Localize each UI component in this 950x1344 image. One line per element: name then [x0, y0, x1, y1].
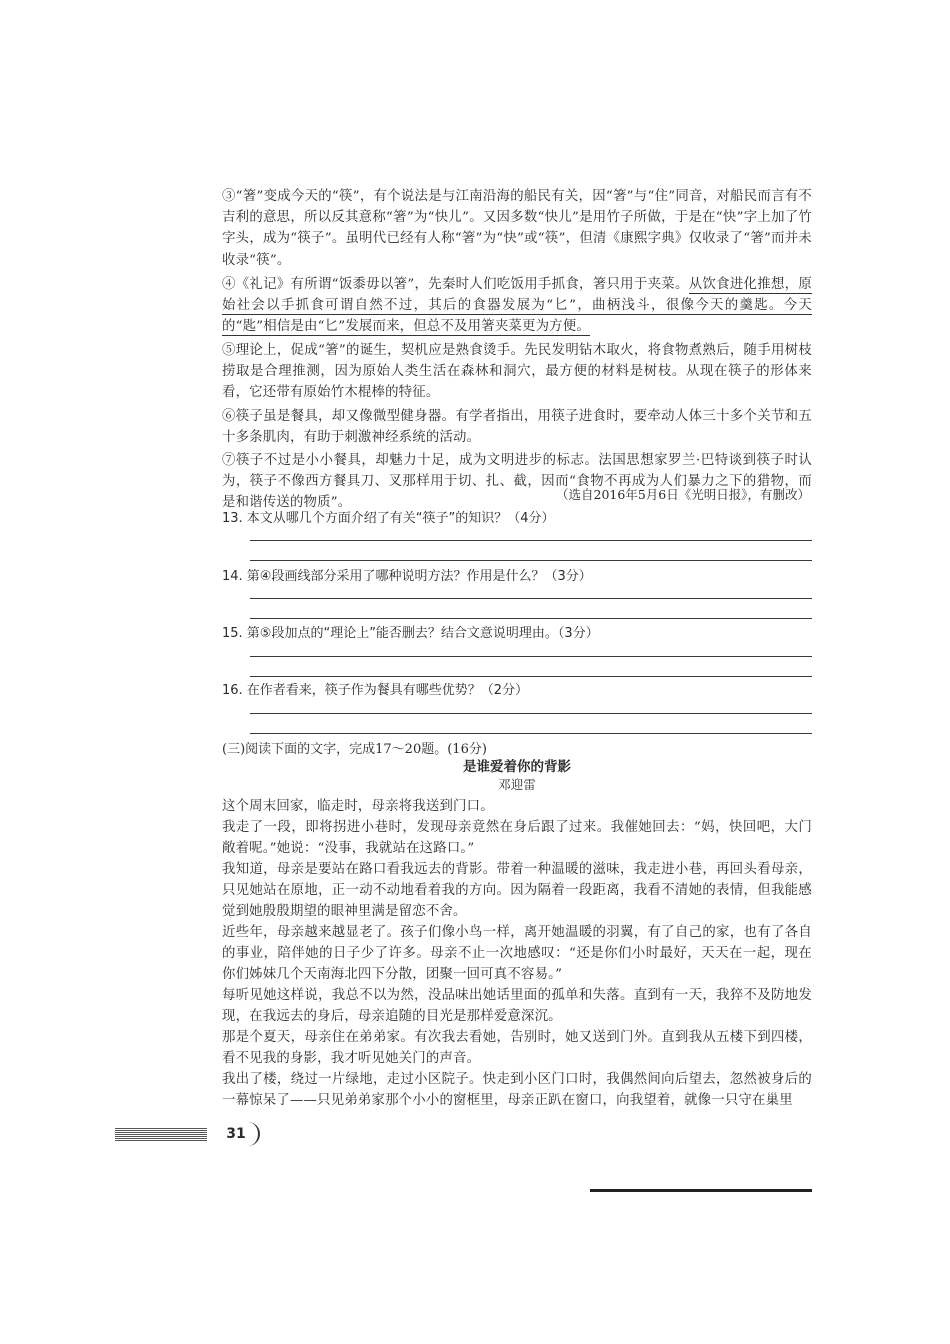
answer-line[interactable]: [250, 656, 812, 657]
story-paragraph: 我走了一段，即将拐进小巷时，发现母亲竟然在身后跟了过来。我催她回去：“妈，快回吧，大门敞着呢。”她说：“没事，我就站在这路口。”: [222, 820, 812, 857]
page-number: 31: [214, 1122, 260, 1146]
answer-line[interactable]: [250, 733, 812, 734]
answer-line[interactable]: [250, 598, 812, 599]
answer-line[interactable]: [250, 618, 812, 619]
question-16: 16. 在作者看来，筷子作为餐具有哪些优势？（2分）: [222, 683, 529, 698]
question-13: 13. 本文从哪几个方面介绍了有关“筷子”的知识？（4分）: [222, 511, 555, 526]
paragraph-4-underlined: 从饮食进化推想，原始社会以手抓食可谓自然不过，其后的食器发展为“匕”，曲柄浅斗，很像今天的羹匙。今天的“匙”相信是由“匕”发展而来，但总不及用箸夹菜更为方便。: [222, 277, 812, 335]
answer-line[interactable]: [250, 713, 812, 714]
answer-line[interactable]: [250, 560, 812, 561]
page-edge-shadow: [590, 1189, 812, 1192]
story-paragraph: 那是个夏天，母亲住在弟弟家。有次我去看她，告别时，她又送到门外。直到我从五楼下到四楼，看不见我的身影，我才听见她关门的声音。: [222, 1030, 812, 1067]
paragraph-3: ③“箸”变成今天的“筷”，有个说法是与江南沿海的船民有关，因“箸”与“住”同音，对船民而言有不吉利的意思，所以反其意称“箸”为“快儿”。又因多数“快儿”是用竹子所做，于是在“快”字上加了竹字头，成为“筷子”。虽明代已经有人称“箸”为“快”或“筷”，但清《康熙字典》仅收录了“箸”而并未收录“筷”。: [222, 189, 812, 268]
story-paragraph: 我知道，母亲是要站在路口看我远去的背影。带着一种温暖的滋味，我走进小巷，再回头看母亲，只见她站在原地，正一动不动地看着我的方向。因为隔着一段距离，我看不清她的表情，但我能感觉到她殷殷期望的眼神里满是留恋不舍。: [222, 862, 812, 920]
story-author: 邓迎雷: [498, 777, 536, 792]
paragraph-7: ⑦筷子不过是小小餐具，却魅力十足，成为文明进步的标志。法国思想家罗兰·巴特谈到筷子时认为，筷子不像西方餐具刀、叉那样用于切、扎、截，因而“食物不再成为人们暴力之下的猎物，而是和谐传送的物质”。: [222, 453, 812, 511]
story-paragraph: 每听见她这样说，我总不以为然，没品味出她话里面的孤单和失落。直到有一天，我猝不及防地发现，在我远去的身后，母亲追随的目光是那样爱意深沉。: [222, 988, 812, 1025]
section-instruction: (三)阅读下面的文字，完成17～20题。(16分): [222, 742, 487, 757]
question-14: 14. 第④段画线部分采用了哪种说明方法？作用是什么？（3分）: [222, 569, 592, 584]
story-paragraph: 近些年，母亲越来越显老了。孩子们像小鸟一样，离开她温暖的羽翼，有了自己的家，也有了各自的事业，陪伴她的日子少了许多。母亲不止一次地感叹：“还是你们小时最好，天天在一起，现在你们姊妹几个天南海北四下分散，团聚一回可真不容易。”: [222, 925, 812, 983]
paragraph-6: ⑥筷子虽是餐具，却又像微型健身器。有学者指出，用筷子进食时，要牵动人体三十多个关节和五十多条肌肉，有助于刺激神经系统的活动。: [222, 409, 812, 446]
paragraph-4: [222, 274, 812, 338]
answer-line[interactable]: [250, 676, 812, 677]
story-title: 是谁爱着你的背影: [463, 759, 571, 775]
source-citation: （选自2016年5月6日《光明日报》，有删改）: [556, 487, 810, 502]
story-paragraph: 我出了楼，绕过一片绿地，走过小区院子。快走到小区门口时，我偶然间向后望去，忽然被身后的一幕惊呆了——只见弟弟家那个小小的窗框里，母亲正趴在窗口，向我望着，就像一只守在巢里: [222, 1072, 812, 1109]
footer-decoration: [115, 1128, 207, 1142]
answer-line[interactable]: [250, 540, 812, 541]
question-15: 15. 第⑤段加点的“理论上”能否删去？结合文意说明理由。（3分）: [222, 626, 599, 641]
paragraph-4-plain: ④《礼记》有所谓“饭黍毋以箸”，先秦时人们吃饭用手抓食，箸只用于夹菜。: [222, 277, 689, 292]
story-paragraph: 这个周末回家，临走时，母亲将我送到门口。: [222, 799, 494, 814]
paragraph-5: ⑤理论上，促成“箸”的诞生，契机应是熟食烫手。先民发明钻木取火，将食物煮熟后，随手用树枝捞取是合理推测，因为原始人类生活在森林和洞穴，最方便的材料是树枝。从现在筷子的形体来看，它还带有原始竹木棍棒的特征。: [222, 343, 812, 401]
